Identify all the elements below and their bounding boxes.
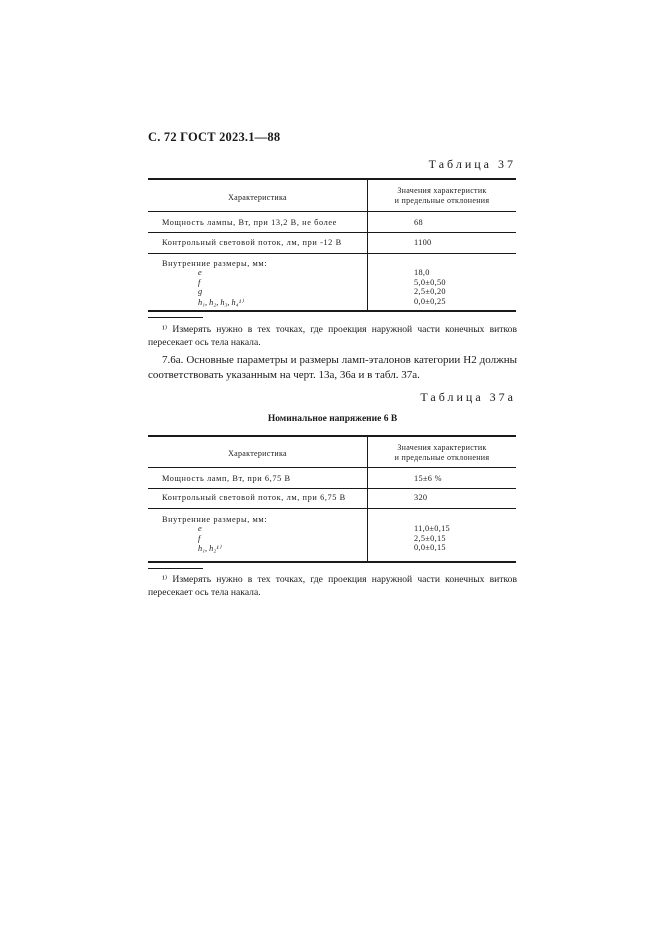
table-37-row-rule-1 [148,232,516,233]
table-37-row-power-label: Мощность лампы, Вт, при 13,2 В, не более [162,218,337,227]
table-37-dim-g-value: 2,5±0,20 [414,287,446,296]
page-header: С. 72 ГОСТ 2023.1—88 [148,130,281,144]
table-37-footnote: ¹⁾ Измерять нужно в тех точках, где проекция наружной части конечных витков пересекает ось тела накала. [148,324,517,348]
table-37a-row-rule-2 [148,508,516,509]
table-37-row-power-value: 68 [414,218,423,227]
table-37-dim-h-value: 0,0±0,25 [414,297,446,306]
table-37-col2-header-line2: и предельные отклонения [394,196,490,205]
table-37a-row-flux-value: 320 [414,493,428,502]
table-37a-bottom-rule [148,561,516,563]
table-37a-title: Таблица 37а [420,390,516,404]
table-37a-row-power-value: 15±6 % [414,474,442,483]
table-37-footnote-rule [148,317,203,318]
table-37-col1-header: Характеристика [228,193,287,202]
table-37-row-flux-label: Контрольный световой поток, лм, при -12 В [162,238,342,247]
table-37-top-rule [148,178,516,180]
table-37a-footnote-rule [148,568,203,569]
table-37-bottom-rule [148,310,516,312]
table-37a-dim-h-symbol: h₁, h₂¹⁾ [198,544,221,553]
table-37a-top-rule [148,435,516,437]
table-37a-dim-e-symbol: e [198,524,202,533]
table-37a-col1-header: Характеристика [228,449,287,458]
table-37a-dims-label: Внутренние размеры, мм: [162,515,268,524]
table-37-row-rule-2 [148,253,516,254]
table-37a-row-flux-label: Контрольный световой поток, лм, при 6,75 В [162,493,346,502]
table-37-dim-h-symbol: h₁, h₂, h₃, h₄¹⁾ [198,298,244,307]
table-37a-subtitle: Номинальное напряжение 6 В [267,414,398,424]
table-37-dim-f-symbol: f [198,278,201,287]
table-37-header-rule [148,211,516,212]
table-37-dim-e-symbol: e [198,268,202,277]
table-37-dim-g-symbol: g [198,287,203,296]
table-37a-dim-h-value: 0,0±0,15 [414,543,446,552]
table-37a-dim-f-symbol: f [198,534,201,543]
table-37a-dim-f-value: 2,5±0,15 [414,534,446,543]
table-37a-col2-header-line1: Значения характеристик [397,443,487,452]
table-37a-header-rule [148,467,516,468]
table-37a-col2-header-line2: и предельные отклонения [394,453,490,462]
table-37-dim-e-value: 18,0 [414,268,430,277]
table-37-dim-f-value: 5,0±0,50 [414,278,446,287]
table-37a-dim-e-value: 11,0±0,15 [414,524,450,533]
paragraph-7-6a: 7.6а. Основные параметры и размеры ламп-эталонов категории Н2 должны соответствовать указанным на черт. 13а, 36а и в табл. 37а. [148,354,517,381]
table-37-title: Таблица 37 [428,157,516,171]
table-37-dims-label: Внутренние размеры, мм: [162,259,268,268]
table-37a-footnote: ¹⁾ Измерять нужно в тех точках, где проекция наружной части конечных витков пересекает ось тела накала. [148,574,517,598]
table-37-row-flux-value: 1100 [414,238,432,247]
table-37-col2-header-line1: Значения характеристик [397,186,487,195]
table-37a-row-power-label: Мощность ламп, Вт, при 6,75 В [162,474,291,483]
table-37a-row-rule-1 [148,488,516,489]
